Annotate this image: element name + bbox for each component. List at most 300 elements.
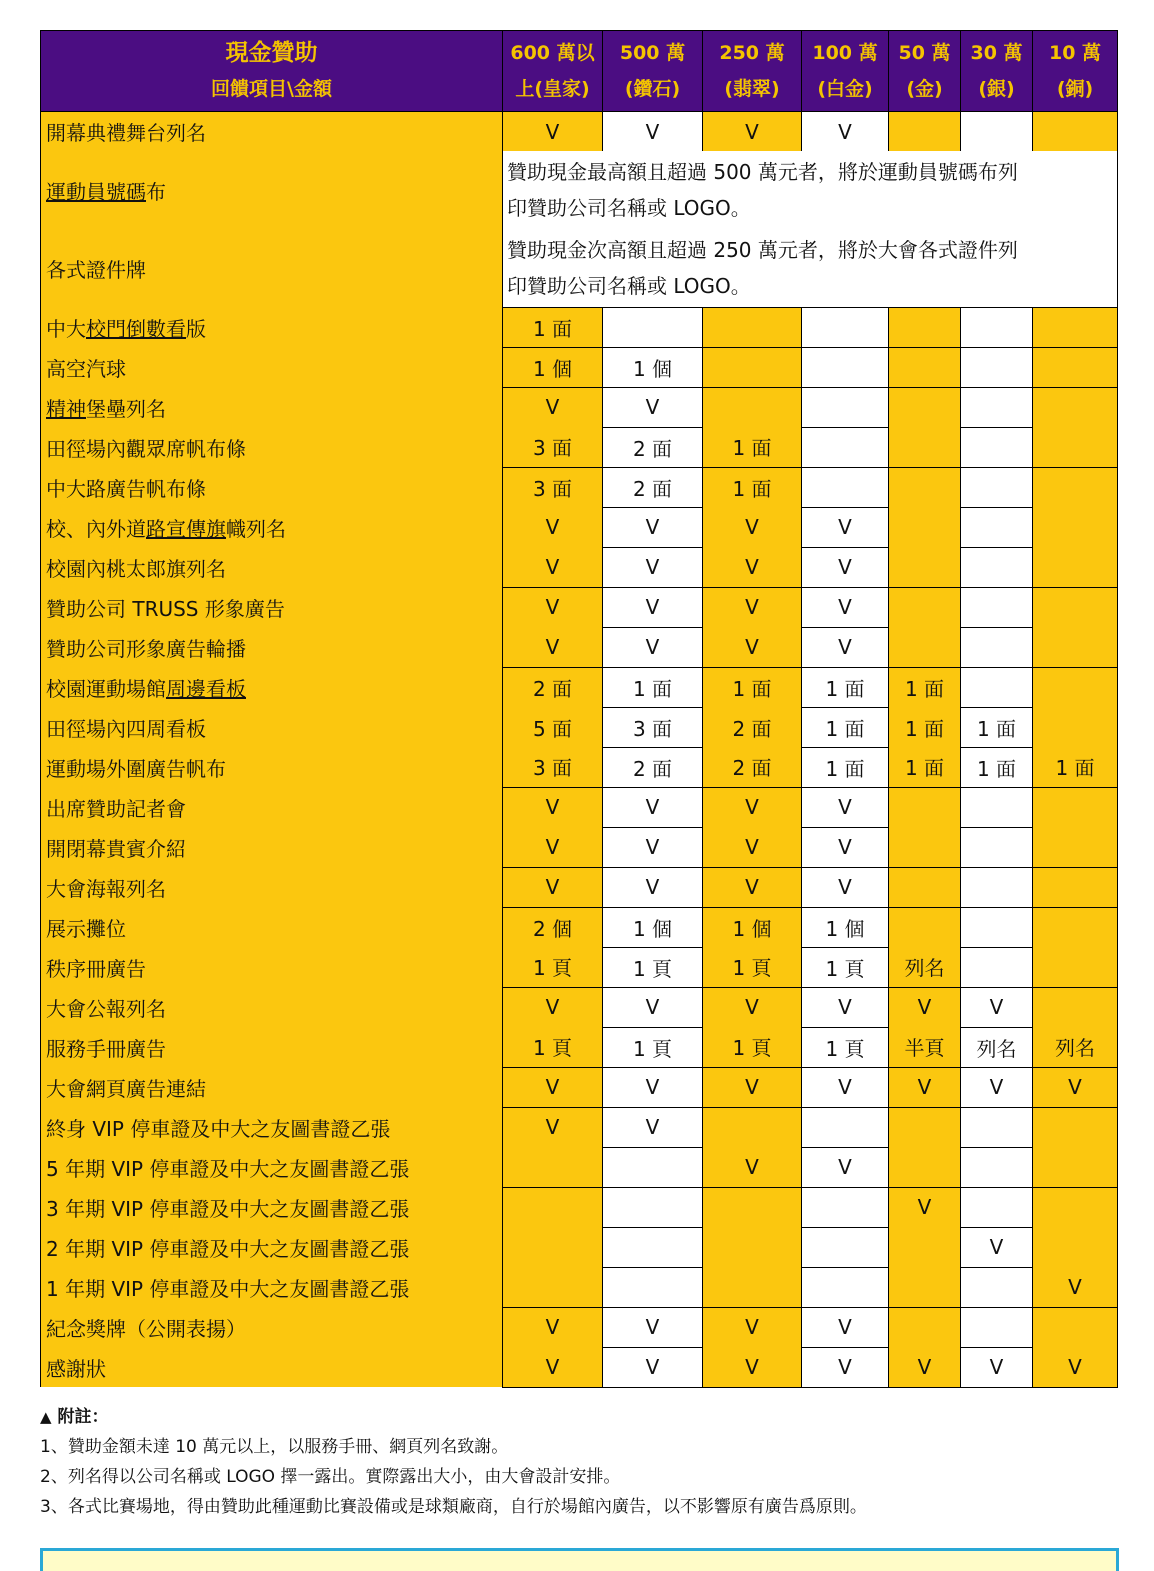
benefit-cell: 2 面 [703, 707, 802, 747]
benefit-cell [961, 907, 1033, 947]
benefit-cell [889, 347, 961, 387]
benefit-cell: V [503, 1067, 603, 1107]
benefit-cell: 5 面 [503, 707, 603, 747]
row-label: 田徑場內四周看板 [41, 707, 503, 747]
row-label: 3 年期 VIP 停車證及中大之友圖書證乙張 [41, 1187, 503, 1227]
benefit-cell [703, 1187, 802, 1227]
benefit-cell: V [889, 1067, 961, 1107]
table-row [41, 707, 1118, 747]
benefit-cell: V [503, 787, 603, 827]
benefit-cell: V [1033, 1267, 1118, 1307]
benefit-cell: V [802, 627, 889, 667]
benefit-cell: V [703, 1347, 802, 1387]
benefit-cell: V [603, 1307, 703, 1347]
row-label: 開閉幕貴賓介紹 [41, 827, 503, 867]
level-amount: 500 萬 [619, 42, 686, 64]
benefit-cell: V [603, 787, 703, 827]
benefit-cell: 1 個 [703, 907, 802, 947]
benefit-cell: 1 個 [603, 907, 703, 947]
benefit-cell: 1 頁 [802, 947, 889, 987]
benefit-cell: 2 面 [603, 747, 703, 787]
footnote-item: 3、各式比賽場地，得由贊助此種運動比賽設備或是球類廠商，自行於場館內廣告，以不影響原有廣告爲原則。 [40, 1497, 867, 1517]
row-label: 校園內桃太郎旗列名 [41, 547, 503, 587]
benefit-cell: V [603, 987, 703, 1027]
benefit-cell: V [961, 1067, 1033, 1107]
header-level-royal [503, 31, 603, 112]
benefit-cell [603, 1267, 703, 1307]
benefit-cell [802, 467, 889, 507]
benefit-cell [961, 427, 1033, 467]
row-label: 5 年期 VIP 停車證及中大之友圖書證乙張 [41, 1147, 503, 1187]
benefit-cell [1033, 1307, 1118, 1347]
benefit-cell [603, 307, 703, 347]
benefit-cell: V [802, 507, 889, 547]
benefit-cell: 1 頁 [603, 947, 703, 987]
next-section-box [40, 1548, 1119, 1571]
merged-note-line: 印贊助公司名稱或 LOGO。 [507, 273, 751, 298]
benefit-cell: 1 個 [503, 347, 603, 387]
table-row [41, 307, 1118, 347]
benefit-cell [889, 427, 961, 467]
benefit-cell [889, 112, 961, 152]
benefit-cell: V [703, 787, 802, 827]
row-label: 紀念獎牌（公開表揚） [41, 1307, 503, 1347]
benefit-cell [889, 307, 961, 347]
benefit-cell [961, 347, 1033, 387]
benefit-cell [889, 507, 961, 547]
benefit-cell: 1 面 [603, 667, 703, 707]
merged-note-line: 印贊助公司名稱或 LOGO。 [507, 196, 751, 220]
benefit-cell: 2 個 [503, 907, 603, 947]
header-level-bronze [1033, 31, 1118, 112]
benefit-cell: V [802, 112, 889, 152]
benefit-cell: V [603, 387, 703, 427]
underlined-text: 運動員號碼 [46, 179, 146, 204]
benefit-cell [703, 387, 802, 427]
benefit-cell [889, 867, 961, 907]
benefit-cell: V [503, 867, 603, 907]
table-row [41, 867, 1118, 907]
benefit-cell: V [503, 112, 603, 152]
underlined-text: 周邊看板 [166, 676, 246, 701]
benefit-cell [961, 307, 1033, 347]
row-label: 服務手冊廣告 [41, 1027, 503, 1067]
benefit-cell [889, 547, 961, 587]
benefit-cell: V [503, 1347, 603, 1387]
benefit-cell [1033, 667, 1118, 707]
row-label: 大會公報列名 [41, 987, 503, 1027]
triangle-icon: ▲ [40, 1408, 52, 1426]
benefit-cell: V [961, 1227, 1033, 1267]
benefit-cell [1033, 707, 1118, 747]
benefit-cell: V [1033, 1067, 1118, 1107]
table-row [41, 667, 1118, 707]
header-title: 現金贊助 [225, 40, 318, 66]
benefit-cell [1033, 547, 1118, 587]
table-row [41, 1347, 1118, 1387]
benefit-cell: 3 面 [503, 427, 603, 467]
merged-note-line: 贊助現金最高額且超過 500 萬元者，將於運動員號碼布列 [507, 160, 1018, 184]
benefit-cell [961, 1307, 1033, 1347]
benefit-cell: V [503, 587, 603, 627]
benefit-cell: V [703, 547, 802, 587]
benefit-cell: V [802, 587, 889, 627]
benefit-cell: 2 面 [603, 467, 703, 507]
benefit-cell [802, 1227, 889, 1267]
benefit-cell: 列名 [1033, 1027, 1118, 1067]
underlined-text: 精神 [46, 396, 86, 421]
row-label: 贊助公司 TRUSS 形象廣告 [41, 587, 503, 627]
header-level-emerald [703, 31, 802, 112]
table-row [41, 1067, 1118, 1107]
benefit-cell: V [703, 587, 802, 627]
benefit-cell: V [603, 507, 703, 547]
benefit-cell [1033, 387, 1118, 427]
table-row [41, 1187, 1118, 1227]
row-label: 運動場外圍廣告帆布 [41, 747, 503, 787]
benefit-cell [603, 1187, 703, 1227]
header-level-silver [961, 31, 1033, 112]
benefit-cell [703, 1267, 802, 1307]
underlined-text: 校門倒數看 [86, 316, 186, 341]
header-item-column [41, 31, 503, 112]
benefit-cell [961, 1147, 1033, 1187]
benefit-cell: V [603, 587, 703, 627]
benefit-cell: V [603, 627, 703, 667]
benefit-cell [1033, 587, 1118, 627]
benefit-cell [961, 547, 1033, 587]
level-name: (白金) [817, 78, 873, 100]
benefit-cell [889, 1227, 961, 1267]
benefit-cell: V [802, 1347, 889, 1387]
row-label: 2 年期 VIP 停車證及中大之友圖書證乙張 [41, 1227, 503, 1267]
benefit-cell [961, 827, 1033, 867]
row-label: 精神堡壘列名 [41, 387, 503, 427]
benefit-cell [889, 627, 961, 667]
benefit-cell: 1 頁 [603, 1027, 703, 1067]
table-row [41, 112, 1118, 152]
benefit-cell: V [503, 387, 603, 427]
level-amount: 10 萬 [1048, 42, 1102, 64]
benefit-cell [503, 1227, 603, 1267]
benefit-cell: V [603, 547, 703, 587]
benefit-cell [802, 427, 889, 467]
benefit-cell [503, 1187, 603, 1227]
level-name: (翡翠) [724, 78, 780, 100]
benefit-cell [1033, 787, 1118, 827]
benefit-cell [503, 1147, 603, 1187]
benefit-cell: V [703, 987, 802, 1027]
benefit-cell: 半頁 [889, 1027, 961, 1067]
benefit-cell: 1 個 [802, 907, 889, 947]
merged-note-line: 贊助現金次高額且超過 250 萬元者，將於大會各式證件列 [507, 237, 1018, 262]
table-row [41, 427, 1118, 467]
header-level-platinum [802, 31, 889, 112]
benefit-cell [1033, 1107, 1118, 1147]
merged-note-cell [503, 151, 1118, 229]
benefit-cell: 列名 [961, 1027, 1033, 1067]
benefit-cell [961, 867, 1033, 907]
benefit-cell [961, 112, 1033, 152]
table-row [41, 747, 1118, 787]
row-label: 中大路廣告帆布條 [41, 467, 503, 507]
benefit-cell: 1 面 [802, 747, 889, 787]
benefit-cell: V [503, 507, 603, 547]
benefit-cell: V [503, 1307, 603, 1347]
benefit-cell: 1 面 [1033, 747, 1118, 787]
benefit-cell: V [703, 112, 802, 152]
benefit-cell [1033, 307, 1118, 347]
row-label: 中大校門倒數看版 [41, 307, 503, 347]
benefit-cell: 1 面 [503, 307, 603, 347]
benefit-cell [802, 1107, 889, 1147]
benefit-cell [889, 467, 961, 507]
benefit-cell: V [961, 987, 1033, 1027]
benefit-cell: V [802, 827, 889, 867]
benefit-cell [1033, 1227, 1118, 1267]
benefit-cell: 1 面 [961, 707, 1033, 747]
benefit-cell: V [503, 1107, 603, 1147]
footnotes [40, 1402, 1130, 1522]
row-label: 出席贊助記者會 [41, 787, 503, 827]
benefit-cell: V [889, 1347, 961, 1387]
benefit-cell: V [889, 987, 961, 1027]
benefit-cell: V [603, 827, 703, 867]
benefit-cell [703, 347, 802, 387]
benefit-cell: V [603, 1347, 703, 1387]
benefit-cell [889, 827, 961, 867]
benefit-cell [961, 667, 1033, 707]
table-row [41, 467, 1118, 507]
table-row [41, 1227, 1118, 1267]
benefit-cell [889, 907, 961, 947]
footnote-item: 1、贊助金額未達 10 萬元以上，以服務手冊、網頁列名致謝。 [40, 1437, 509, 1457]
benefit-cell [802, 307, 889, 347]
benefit-cell: V [603, 1107, 703, 1147]
row-label: 田徑場內觀眾席帆布條 [41, 427, 503, 467]
benefit-cell: V [703, 1147, 802, 1187]
benefit-cell: V [802, 867, 889, 907]
benefit-cell: 2 面 [603, 427, 703, 467]
benefit-cell: 3 面 [603, 707, 703, 747]
header-row [41, 31, 1118, 112]
benefit-cell: 1 面 [889, 707, 961, 747]
table-row [41, 1147, 1118, 1187]
benefit-cell [961, 947, 1033, 987]
row-label: 感謝狀 [41, 1347, 503, 1387]
table-row [41, 587, 1118, 627]
benefit-cell [961, 627, 1033, 667]
level-name: (銅) [1056, 78, 1094, 100]
table-row [41, 547, 1118, 587]
benefit-cell: V [703, 827, 802, 867]
benefit-cell: 列名 [889, 947, 961, 987]
benefit-cell: V [503, 987, 603, 1027]
level-amount: 250 萬 [719, 42, 785, 64]
level-amount: 600 萬以 [510, 42, 595, 64]
benefit-cell: V [802, 1147, 889, 1187]
table-row [41, 987, 1118, 1027]
table-row [41, 787, 1118, 827]
benefit-cell [1033, 947, 1118, 987]
benefit-cell: V [503, 627, 603, 667]
footnotes-title: 附註： [57, 1407, 109, 1427]
benefit-cell: V [503, 547, 603, 587]
row-label: 高空汽球 [41, 347, 503, 387]
benefit-cell: V [961, 1347, 1033, 1387]
level-name: 上(皇家) [515, 78, 590, 100]
table-row [41, 387, 1118, 427]
benefit-cell [889, 1147, 961, 1187]
benefit-cell: V [603, 112, 703, 152]
table-row [41, 1267, 1118, 1307]
merged-note-cell [503, 229, 1118, 307]
row-label: 贊助公司形象廣告輪播 [41, 627, 503, 667]
benefit-cell: 1 個 [603, 347, 703, 387]
benefit-cell: 1 面 [703, 667, 802, 707]
benefit-cell [961, 587, 1033, 627]
benefit-cell: 1 面 [889, 667, 961, 707]
benefit-cell: 1 面 [703, 467, 802, 507]
level-name: (銀) [978, 78, 1015, 100]
benefit-cell: 1 頁 [802, 1027, 889, 1067]
benefit-cell [802, 1267, 889, 1307]
benefit-cell: 1 面 [802, 707, 889, 747]
sponsorship-table-container [40, 30, 1117, 1388]
row-label: 大會網頁廣告連結 [41, 1067, 503, 1107]
row-label: 終身 VIP 停車證及中大之友圖書證乙張 [41, 1107, 503, 1147]
benefit-cell [1033, 467, 1118, 507]
benefit-cell [889, 1107, 961, 1147]
table-row [41, 151, 1118, 229]
level-name: (金) [906, 78, 943, 100]
benefit-cell: V [802, 787, 889, 827]
table-row [41, 1307, 1118, 1347]
benefit-cell [961, 507, 1033, 547]
row-label: 校、內外道路宣傳旗幟列名 [41, 507, 503, 547]
header-level-gold [889, 31, 961, 112]
benefit-cell [1033, 1147, 1118, 1187]
benefit-cell [603, 1147, 703, 1187]
row-label: 1 年期 VIP 停車證及中大之友圖書證乙張 [41, 1267, 503, 1307]
benefit-cell: 1 頁 [503, 947, 603, 987]
benefit-cell [703, 1227, 802, 1267]
benefit-cell [1033, 507, 1118, 547]
benefit-cell [1033, 347, 1118, 387]
benefit-cell: V [603, 867, 703, 907]
benefit-cell: 1 面 [961, 747, 1033, 787]
footnotes-heading [40, 1402, 1130, 1432]
row-label: 運動員號碼布 [41, 151, 503, 229]
benefit-cell [961, 387, 1033, 427]
table-row [41, 1027, 1118, 1067]
benefit-cell [1033, 1187, 1118, 1227]
benefit-cell: 1 面 [802, 667, 889, 707]
row-label: 大會海報列名 [41, 867, 503, 907]
benefit-cell [1033, 427, 1118, 467]
benefit-cell [1033, 112, 1118, 152]
table-row [41, 229, 1118, 307]
benefit-cell: V [703, 1307, 802, 1347]
benefit-cell: V [703, 1067, 802, 1107]
benefit-cell: V [703, 627, 802, 667]
benefit-cell [1033, 867, 1118, 907]
benefit-cell [802, 387, 889, 427]
benefit-cell: 2 面 [703, 747, 802, 787]
benefit-cell [603, 1227, 703, 1267]
row-label: 各式證件牌 [41, 229, 503, 307]
benefit-cell [961, 1267, 1033, 1307]
benefit-cell: V [503, 827, 603, 867]
benefit-cell [889, 1267, 961, 1307]
benefit-cell: 1 面 [703, 427, 802, 467]
benefit-cell [703, 1107, 802, 1147]
benefit-cell: V [802, 987, 889, 1027]
header-subtitle: 回饋項目\金額 [211, 78, 332, 100]
benefit-cell: V [1033, 1347, 1118, 1387]
level-amount: 50 萬 [898, 42, 951, 64]
table-row [41, 347, 1118, 387]
table-row [41, 627, 1118, 667]
benefit-cell: 1 面 [889, 747, 961, 787]
table-row [41, 507, 1118, 547]
benefit-cell [503, 1267, 603, 1307]
table-row [41, 827, 1118, 867]
benefit-cell [1033, 987, 1118, 1027]
table-row [41, 907, 1118, 947]
benefit-cell [802, 347, 889, 387]
benefit-cell [961, 467, 1033, 507]
benefit-cell: V [603, 1067, 703, 1107]
benefit-cell: 1 頁 [703, 1027, 802, 1067]
benefit-cell [1033, 827, 1118, 867]
benefit-cell: 2 面 [503, 667, 603, 707]
level-amount: 30 萬 [970, 42, 1023, 64]
sponsorship-table [40, 30, 1118, 1388]
benefit-cell [889, 787, 961, 827]
benefit-cell: V [802, 547, 889, 587]
benefit-cell: 1 頁 [503, 1027, 603, 1067]
underlined-text: 路宣傳旗 [146, 516, 226, 541]
row-label: 校園運動場館周邊看板 [41, 667, 503, 707]
benefit-cell [889, 587, 961, 627]
benefit-cell [961, 1107, 1033, 1147]
benefit-cell: V [802, 1307, 889, 1347]
row-label: 秩序冊廣告 [41, 947, 503, 987]
benefit-cell [961, 787, 1033, 827]
benefit-cell [1033, 907, 1118, 947]
benefit-cell: V [703, 867, 802, 907]
benefit-cell: 1 頁 [703, 947, 802, 987]
level-amount: 100 萬 [812, 42, 878, 64]
benefit-cell: V [703, 507, 802, 547]
benefit-cell: V [889, 1187, 961, 1227]
benefit-cell [802, 1187, 889, 1227]
benefit-cell [703, 307, 802, 347]
benefit-cell [1033, 627, 1118, 667]
table-row [41, 1107, 1118, 1147]
benefit-cell: 3 面 [503, 467, 603, 507]
benefit-cell [961, 1187, 1033, 1227]
benefit-cell [889, 1307, 961, 1347]
benefit-cell [889, 387, 961, 427]
header-level-diamond [603, 31, 703, 112]
row-label: 開幕典禮舞台列名 [41, 112, 503, 152]
table-body [41, 112, 1118, 1388]
benefit-cell: V [802, 1067, 889, 1107]
level-name: (鑽石) [624, 78, 681, 100]
benefit-cell: 3 面 [503, 747, 603, 787]
